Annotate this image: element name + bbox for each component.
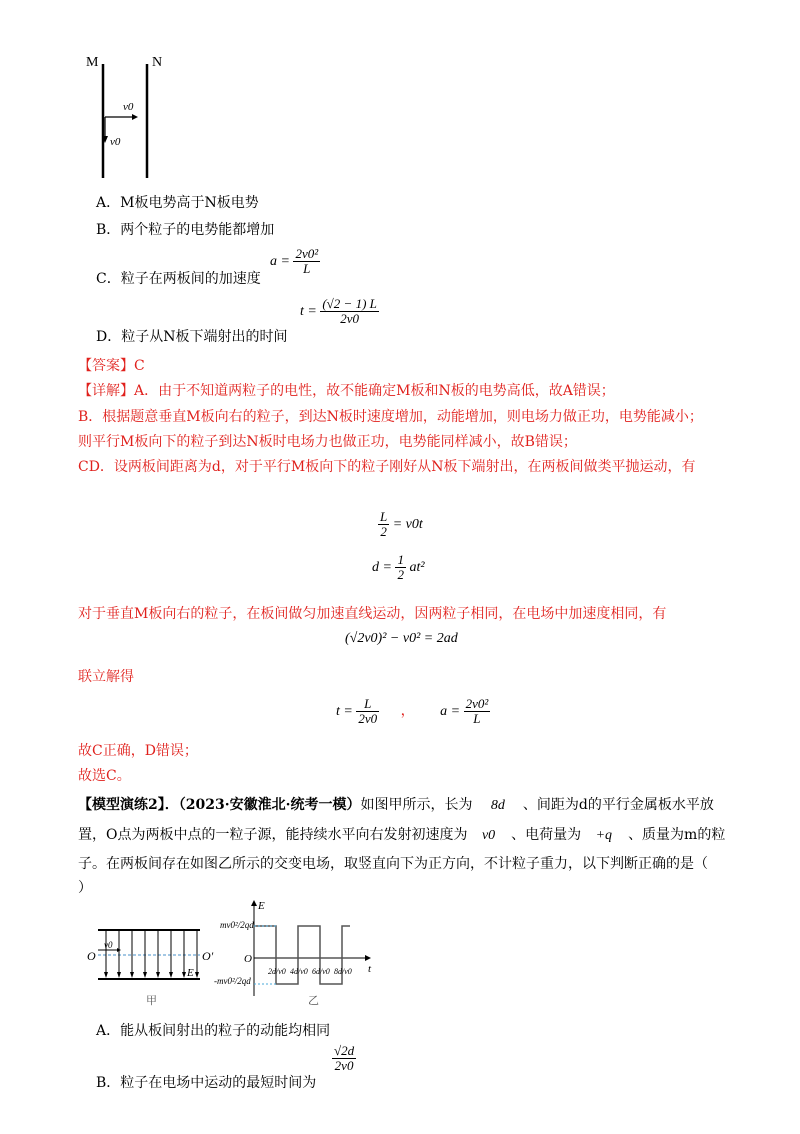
jia-label-e: E <box>187 967 194 979</box>
label-v0-down: v0 <box>110 136 121 148</box>
eq2-denominator: 2 <box>397 567 404 583</box>
option-2a: A．能从板间射出的粒子的动能均相同 <box>96 1023 331 1039</box>
eq2-fraction <box>395 553 406 583</box>
fraction-denominator: 2v0 <box>340 311 359 327</box>
figure-2-diagram <box>84 898 374 1013</box>
figure-plates-mn <box>80 50 170 180</box>
option-1d-formula <box>300 297 379 327</box>
detail-line-3: 则平行M板向下的粒子到达N板时电场力也做正功，电势能同样减小，故B错误； <box>78 434 577 450</box>
equation-2 <box>372 553 425 583</box>
problem2-text-2c: 、质量为m的粒 <box>628 827 726 843</box>
eq2-numerator: 1 <box>397 552 404 567</box>
detail-line-4: CD．设两板间距离为d，对于平行M板向下的粒子刚好从N板下端射出，在两板间做类平抛运动，有 <box>78 459 696 475</box>
yi-caption: 乙 <box>308 995 319 1007</box>
yi-e-axis-arrow-icon <box>251 900 257 906</box>
problem2-charge: +q <box>595 828 613 843</box>
problem2-line-4: ） <box>78 880 92 896</box>
eq2-lhs: d = <box>372 560 392 576</box>
eq1-denominator: 2 <box>380 524 387 540</box>
answer-label: 【答案】C <box>78 358 145 374</box>
option-1d: D．粒子从N板下端射出的时间 <box>96 329 288 345</box>
yi-label-origin: O <box>244 953 252 965</box>
eq4-lhs-a: a = <box>440 704 461 720</box>
label-v0-right: v0 <box>123 101 134 113</box>
formula-fraction <box>332 1044 356 1074</box>
label-n: N <box>152 55 163 70</box>
fraction-numerator: √2d <box>334 1043 355 1058</box>
eq4-t-numerator: L <box>356 697 379 712</box>
detail-line-1: 【详解】A．由于不知道两粒子的电性，故不能确定M板和N板的电势高低，故A错误； <box>78 383 615 399</box>
yi-tick-3: 6d/v0 <box>312 967 330 976</box>
option-1b: B．两个粒子的电势能都增加 <box>96 222 275 238</box>
equation-3: (√2v0)² − v0² = 2ad <box>345 631 458 646</box>
eq1-numerator: L <box>380 509 388 524</box>
eq1-fraction <box>378 510 389 540</box>
jia-label-o: O <box>87 949 96 963</box>
problem2-line-2 <box>78 824 725 844</box>
option-2b-formula <box>332 1044 356 1074</box>
problem2-text-2b: 、电荷量为 <box>511 827 582 843</box>
label-m: M <box>86 55 99 70</box>
detail-line-7: 故C正确，D错误； <box>78 743 198 759</box>
formula-lhs: t = <box>300 304 317 320</box>
plates-diagram <box>80 50 170 180</box>
option-1a: A．M板电势高于N板电势 <box>96 195 259 211</box>
problem2-line-1 <box>78 794 714 814</box>
fraction-numerator: 2v0² <box>295 246 319 261</box>
equation-1 <box>378 510 423 540</box>
yi-tick-2: 4d/v0 <box>290 967 308 976</box>
formula-lhs: a = <box>270 254 290 270</box>
yi-label-t: t <box>368 963 372 975</box>
equation-4 <box>336 697 490 727</box>
yi-label-positive: mv0²/2qd <box>220 920 254 930</box>
detail-line-5: 对于垂直M板向右的粒子，在板间做匀加速直线运动，因两粒子相同，在电场中加速度相同，有 <box>78 606 667 622</box>
field-lines <box>106 931 197 975</box>
problem2-text-1a: 如图甲所示，长为 <box>360 797 473 813</box>
yi-label-negative: -mv0²/2qd <box>214 976 251 986</box>
yi-tick-4: 8d/v0 <box>334 967 352 976</box>
figure-2 <box>84 898 374 1013</box>
yi-label-e: E <box>258 900 265 912</box>
detail-line-6: 联立解得 <box>78 669 134 685</box>
problem2-line-3: 子。在两板间存在如图乙所示的交变电场，取竖直向下为正方向，不计粒子重力，以下判断正确的是（ <box>78 856 708 872</box>
option-1c: C．粒子在两板间的加速度 <box>96 271 261 287</box>
fraction-numerator: (√2 − 1) L <box>322 296 377 311</box>
detail-line-8: 故选C。 <box>78 768 131 784</box>
problem2-length: 8d <box>490 798 505 813</box>
eq4-separator: ， <box>400 704 415 720</box>
yi-t-axis-arrow-icon <box>365 955 371 961</box>
eq4-lhs: t = <box>336 704 353 720</box>
problem2-text-2a: 置，O点为两板中点的一粒子源，能持续水平向右发射初速度为 <box>78 827 468 843</box>
fraction-denominator: L <box>303 261 311 277</box>
jia-label-o-prime: O' <box>202 949 214 963</box>
eq4-t-denominator: 2v0 <box>358 711 378 727</box>
jia-label-v0: v0 <box>104 940 113 950</box>
formula-fraction <box>293 247 320 277</box>
eq2-rhs: at² <box>409 560 425 576</box>
problem2-v0: v0 <box>481 828 496 843</box>
yi-tick-1: 2d/v0 <box>268 967 286 976</box>
problem2-heading: 【模型演练2】．（2023·安徽淮北·统考一模） <box>78 797 361 813</box>
eq1-rhs: = v0t <box>392 517 423 533</box>
formula-fraction <box>320 297 379 327</box>
eq4-a-numerator: 2v0² <box>465 696 489 711</box>
problem2-text-1b: 、间距为d的平行金属板水平放 <box>522 797 714 813</box>
detail-line-2: B．根据题意垂直M板向右的粒子，到达N板时速度增加，动能增加，则电场力做正功，电势能减小； <box>78 409 703 425</box>
eq4-fraction-t <box>356 697 379 727</box>
arrow-head-right-icon <box>132 114 138 120</box>
jia-caption: 甲 <box>146 995 157 1007</box>
eq4-fraction-a <box>464 697 491 727</box>
fraction-denominator: 2v0 <box>334 1058 354 1074</box>
field-arrow-heads-icon <box>104 972 199 978</box>
option-1c-formula <box>270 247 320 277</box>
option-2b: B．粒子在电场中运动的最短时间为 <box>96 1075 317 1091</box>
eq4-a-denominator: L <box>473 711 481 727</box>
